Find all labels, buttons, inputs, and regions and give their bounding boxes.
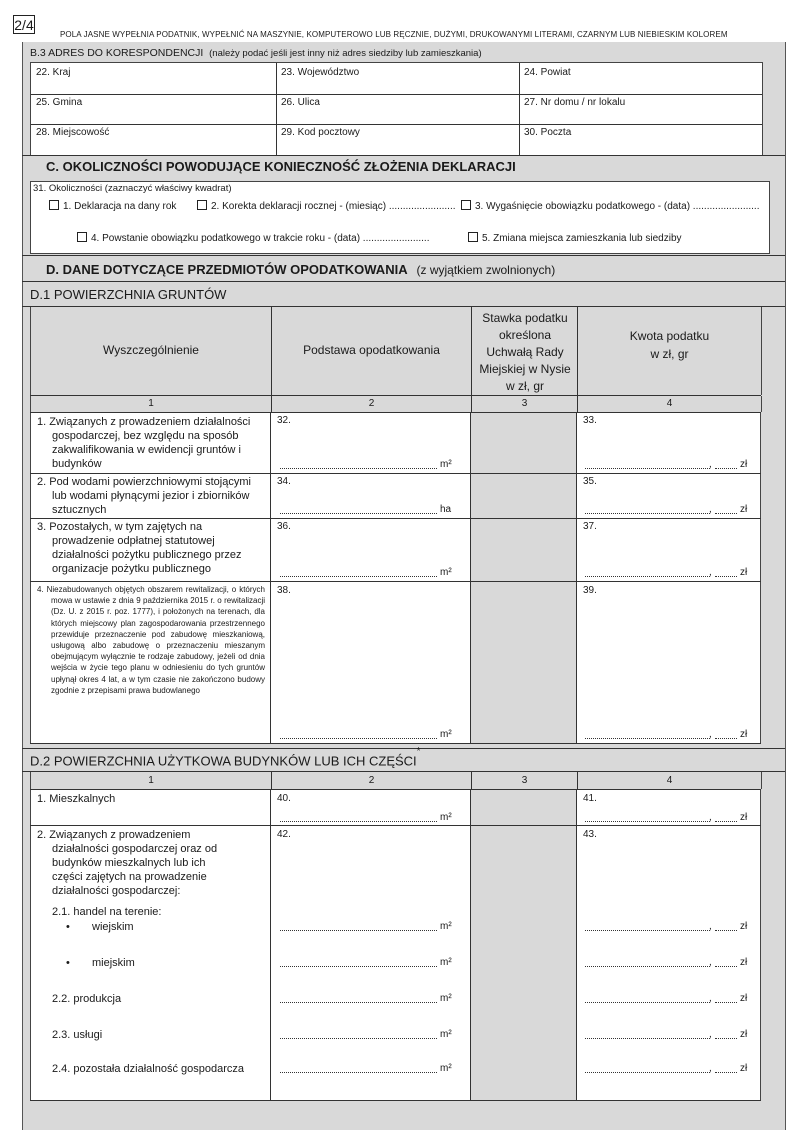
section-c-title: C. OKOLICZNOŚCI POWODUJĄCE KONIECZNOŚĆ ZŁOŻENIA DEKLARACJI xyxy=(46,159,516,174)
d1-column-numbers: 1 2 3 4 xyxy=(30,396,762,412)
circumstances-label: 31. Okoliczności (zaznaczyć właściwy kwadrat) xyxy=(33,183,232,194)
field-34-input[interactable] xyxy=(280,513,437,514)
field-33-label: 33. xyxy=(583,415,597,426)
field-38-input[interactable] xyxy=(280,738,437,739)
col-base-header: Podstawa opodatkowania xyxy=(303,343,440,357)
d2-row1-description: 1. Mieszkalnych xyxy=(37,793,116,805)
currency-pln: zł xyxy=(740,504,748,515)
currency-pln: zł xyxy=(740,1063,748,1074)
unit-ha: ha xyxy=(440,504,452,515)
trade-rural-tax-grosze[interactable] xyxy=(715,930,737,931)
d2-row2-description: 2. Związanych z prowadzeniem działalności gospodarczej oraz od budynków mieszkalnych lub ich części zajętych na prowadzenie działalności gospodarczej: xyxy=(37,829,218,897)
field-39-grosze[interactable] xyxy=(715,738,737,739)
col-description-header: Wyszczególnienie xyxy=(103,343,199,357)
field-41-label: 41. xyxy=(583,793,597,804)
checkbox-icon[interactable] xyxy=(77,232,87,242)
d2-trade-label: 2.1. handel na terenie: xyxy=(52,906,162,918)
col-rate-header: Stawka podatku określona Uchwałą Rady Miejskiej w Nysie w zł, gr xyxy=(479,311,571,393)
field-42-label: 42. xyxy=(277,829,291,840)
services-tax-grosze[interactable] xyxy=(715,1038,737,1039)
postal-code-field[interactable]: 29. Kod pocztowy xyxy=(281,127,360,138)
field-32-input[interactable] xyxy=(280,468,437,469)
commune-field[interactable]: 25. Gmina xyxy=(36,97,83,108)
d2-amount-column xyxy=(577,790,761,1100)
services-label: 2.3. usługi xyxy=(52,1029,103,1041)
circumstances-box xyxy=(30,181,770,254)
trade-urban-area-input[interactable] xyxy=(280,966,437,967)
field-35-grosze[interactable] xyxy=(715,513,737,514)
d1-row1-description: 1. Związanych z prowadzeniem działalności gospodarczej, bez względu na sposób zakwalifikowania w ewidencji gruntów i budynków xyxy=(37,416,251,470)
b3-note: (należy podać jeśli jest inny niż adres siedziby lub zamieszkania) xyxy=(209,48,482,59)
field-39-label: 39. xyxy=(583,585,597,596)
currency-pln: zł xyxy=(740,921,748,932)
trade-urban-label: miejskim xyxy=(92,957,135,969)
trade-rural-label: wiejskim xyxy=(92,921,134,933)
unit-m2: m² xyxy=(440,993,452,1004)
section-d-header xyxy=(46,261,555,279)
b3-header xyxy=(30,47,482,59)
unit-m2: m² xyxy=(440,729,452,740)
d2-title: D.2 POWIERZCHNIA UŻYTKOWA BUDYNKÓW LUB ICH CZĘŚCI xyxy=(30,753,417,769)
form-instruction: POLA JASNE WYPEŁNIA PODATNIK, WYPEŁNIĆ NA MASZYNIE, KOMPUTEROWO LUB RĘCZNIE, DUŻYMI, DRUKOWANYMI LITERAMI, CZARNYM LUB NIEBIESKIM KOLOREM xyxy=(60,30,728,39)
currency-pln: zł xyxy=(740,1029,748,1040)
field-43-label: 43. xyxy=(583,829,597,840)
option-obligation-start[interactable]: 4. Powstanie obowiązku podatkowego w trakcie roku - (data) ........................ xyxy=(77,232,430,244)
post-office-field[interactable]: 30. Poczta xyxy=(524,127,572,138)
production-area-input[interactable] xyxy=(280,1002,437,1003)
production-tax-input[interactable] xyxy=(585,1002,710,1003)
col-amount-header: Kwota podatku w zł, gr xyxy=(629,329,710,361)
locality-field[interactable]: 28. Miejscowość xyxy=(36,127,110,138)
field-37-grosze[interactable] xyxy=(715,576,737,577)
d1-row4-description: 4. Niezabudowanych objętych obszarem rewitalizacji, o których mowa w ustawie z dnia 9 października 2015 r. o rewitalizacji (Dz. U. z 2015 r. poz. 1777), i położonych na terenach, dla których miejscowy plan zagospodarowania przestrzennego przewiduje przeznaczenie pod zabudowę mieszkaniową, usługową albo zabudowę o przeznaczeniu mieszanym obejmującym wyłącznie te rodzaje zabudowy, jeżeli od dnia wejścia w życie tego planu w odniesieniu do tych gruntów upłynął okres 4 lat, a w tym czasie nie zakończono budowy zgodnie z przepisami prawa budowlanego xyxy=(37,585,265,695)
unit-m2: m² xyxy=(440,1029,452,1040)
field-39-input[interactable] xyxy=(585,738,710,739)
street-field[interactable]: 26. Ulica xyxy=(281,97,320,108)
bullet-icon: • xyxy=(66,921,70,933)
field-40-input[interactable] xyxy=(280,821,437,822)
checkbox-icon[interactable] xyxy=(461,200,471,210)
section-d-subtitle: (z wyjątkiem zwolnionych) xyxy=(416,263,556,277)
other-business-area-input[interactable] xyxy=(280,1072,437,1073)
option-obligation-expiry[interactable]: 3. Wygaśnięcie obowiązku podatkowego - (data) ........................ xyxy=(461,200,760,212)
currency-pln: zł xyxy=(740,459,748,470)
production-label: 2.2. produkcja xyxy=(52,993,122,1005)
currency-pln: zł xyxy=(740,567,748,578)
bullet-icon: • xyxy=(66,957,70,969)
d2-column-numbers: 1 2 3 4 xyxy=(30,772,762,789)
b3-address-table xyxy=(30,62,763,156)
option-correction[interactable]: 2. Korekta deklaracji rocznej - (miesiąc) ........................ xyxy=(197,200,456,212)
field-35-label: 35. xyxy=(583,476,597,487)
field-38-label: 38. xyxy=(277,585,291,596)
services-area-input[interactable] xyxy=(280,1038,437,1039)
trade-urban-tax-input[interactable] xyxy=(585,966,710,967)
county-field[interactable]: 24. Powiat xyxy=(524,67,571,78)
unit-m2: m² xyxy=(440,567,452,578)
field-36-input[interactable] xyxy=(280,576,437,577)
field-41-grosze[interactable] xyxy=(715,821,737,822)
d1-row3-description: 3. Pozostałych, w tym zajętych na prowadzenie odpłatnej statutowej działalności pożytku publicznego przez organizacje pożytku publicznego xyxy=(37,521,242,575)
other-business-tax-grosze[interactable] xyxy=(715,1072,737,1073)
d2-footnote-mark: * xyxy=(416,746,421,757)
currency-pln: zł xyxy=(740,812,748,823)
option-annual-declaration[interactable]: 1. Deklaracja na dany rok xyxy=(49,200,176,212)
services-tax-input[interactable] xyxy=(585,1038,710,1039)
d1-amount-column xyxy=(577,413,761,743)
trade-urban-tax-grosze[interactable] xyxy=(715,966,737,967)
d1-row2-description: 2. Pod wodami powierzchniowymi stojącymi lub wodami płynącymi jezior i zbiorników sztucznych xyxy=(37,476,251,516)
field-37-input[interactable] xyxy=(585,576,710,577)
unit-m2: m² xyxy=(440,812,452,823)
field-33-grosze[interactable] xyxy=(715,468,737,469)
field-37-label: 37. xyxy=(583,521,597,532)
trade-rural-tax-input[interactable] xyxy=(585,930,710,931)
currency-pln: zł xyxy=(740,957,748,968)
d1-header-row xyxy=(30,307,762,395)
country-field[interactable]: 22. Kraj xyxy=(36,67,71,78)
voivodeship-field[interactable]: 23. Województwo xyxy=(281,67,360,78)
currency-pln: zł xyxy=(740,729,748,740)
unit-m2: m² xyxy=(440,957,452,968)
field-32-label: 32. xyxy=(277,415,291,426)
checkbox-icon[interactable] xyxy=(468,232,478,242)
other-business-tax-input[interactable] xyxy=(585,1072,710,1073)
unit-m2: m² xyxy=(440,1063,452,1074)
b3-title: B.3 ADRES DO KORESPONDENCJI xyxy=(30,47,204,59)
field-35-input[interactable] xyxy=(585,513,710,514)
option-address-change[interactable]: 5. Zmiana miejsca zamieszkania lub siedziby xyxy=(468,232,682,244)
field-41-input[interactable] xyxy=(585,821,710,822)
trade-rural-area-input[interactable] xyxy=(280,930,437,931)
page-number: 2/4 xyxy=(14,17,34,33)
other-business-label: 2.4. pozostała działalność gospodarcza xyxy=(52,1063,245,1075)
field-34-label: 34. xyxy=(277,476,291,487)
section-d-title: D. DANE DOTYCZĄCE PRZEDMIOTÓW OPODATKOWANIA xyxy=(46,262,408,277)
production-tax-grosze[interactable] xyxy=(715,1002,737,1003)
d2-base-column xyxy=(271,790,470,1100)
checkbox-icon[interactable] xyxy=(49,200,59,210)
field-40-label: 40. xyxy=(277,793,291,804)
unit-m2: m² xyxy=(440,921,452,932)
currency-pln: zł xyxy=(740,993,748,1004)
d1-title: D.1 POWIERZCHNIA GRUNTÓW xyxy=(30,287,227,302)
field-36-label: 36. xyxy=(277,521,291,532)
field-33-input[interactable] xyxy=(585,468,710,469)
unit-m2: m² xyxy=(440,459,452,470)
checkbox-icon[interactable] xyxy=(197,200,207,210)
d2-header xyxy=(30,746,421,769)
house-number-field[interactable]: 27. Nr domu / nr lokalu xyxy=(524,97,626,108)
